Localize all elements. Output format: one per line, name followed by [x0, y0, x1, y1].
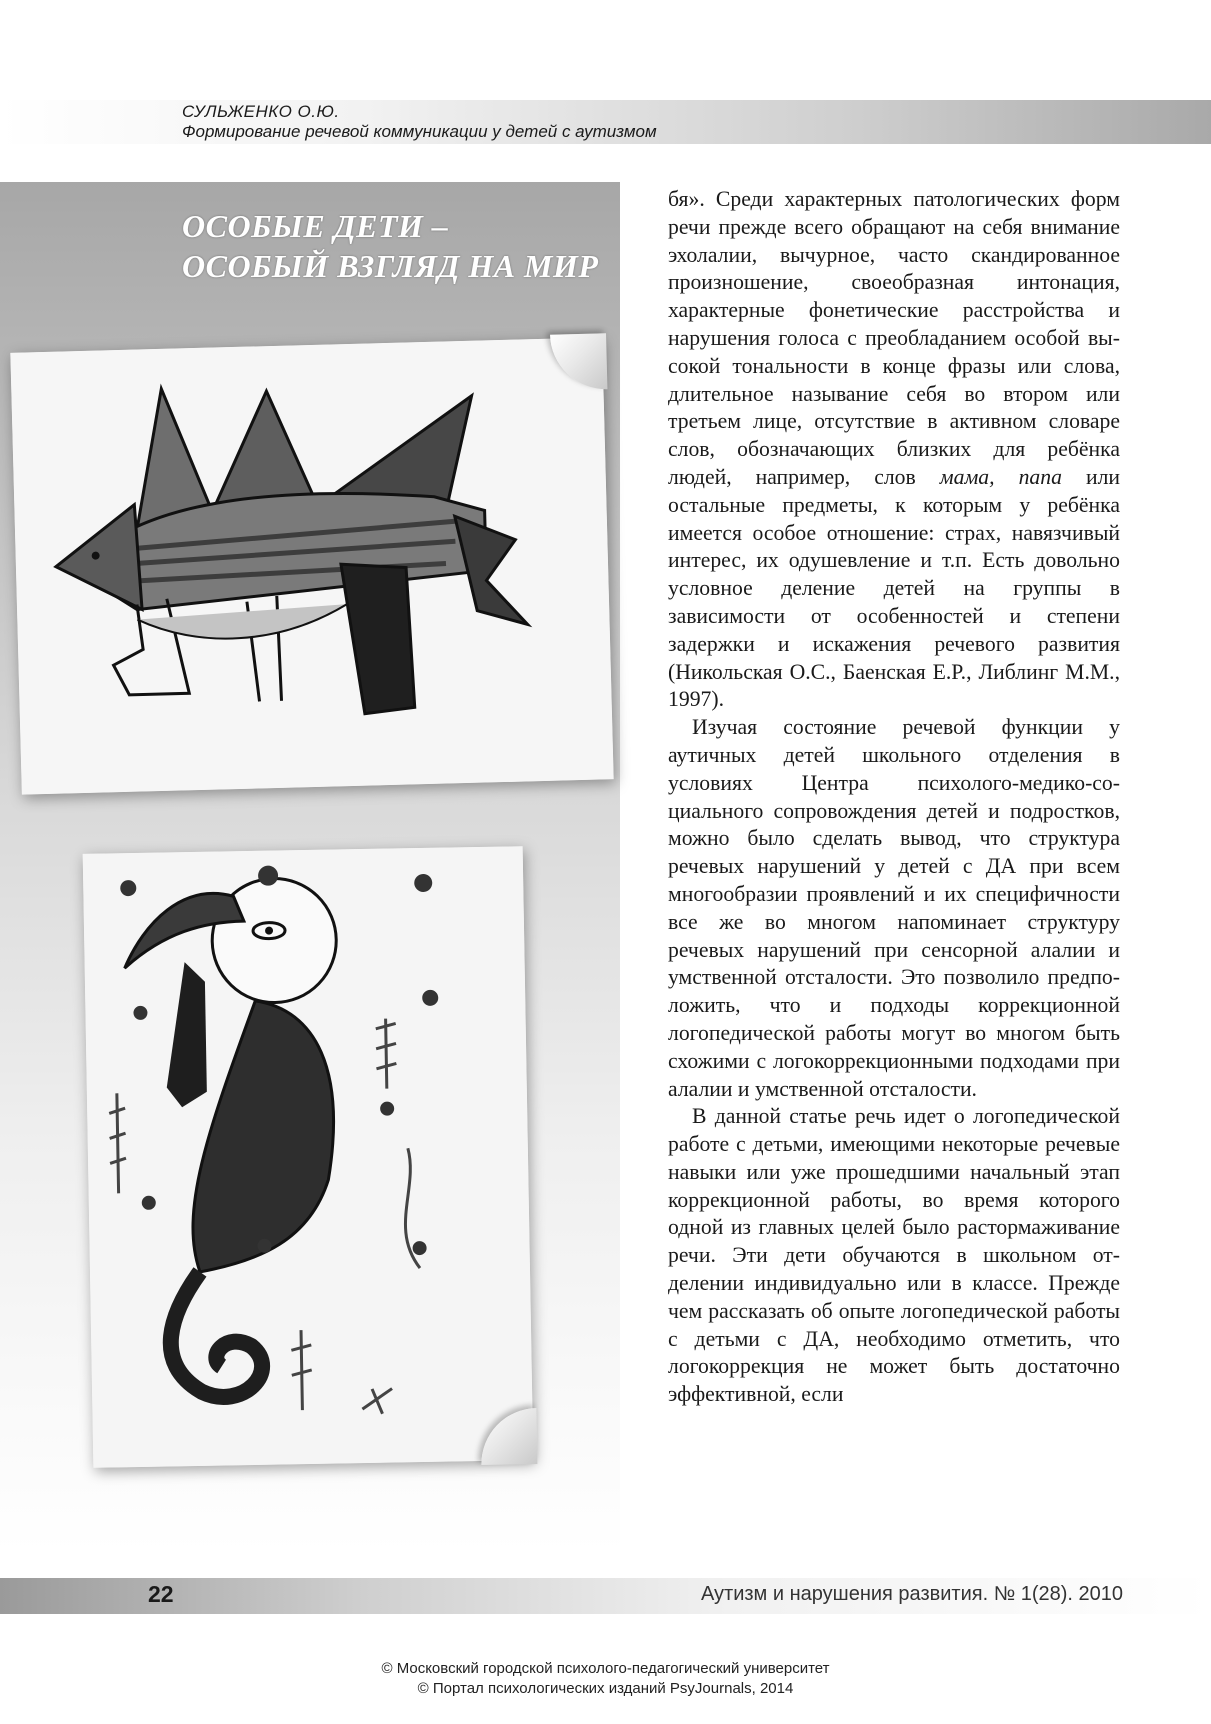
section-title-line-1: ОСОБЫЕ ДЕТИ – — [182, 208, 449, 244]
paragraph-1-part-2: или остальные предметы, к которым у ребёнка имеется особое отношение: страх, навязчивый интерес, их одушевление и т.п. Есть довольно условное деление детей на группы в зависимости от особенностей и степени задержки и искажения речевого развития (Никольская О.С., Баенская Е.Р., Либлинг М.М., 1997). — [668, 464, 1120, 712]
child-drawing-fish — [10, 337, 613, 794]
header-author: СУЛЬЖЕНКО О.Ю. — [182, 102, 340, 121]
paragraph-3: В данной статье речь идет о логопедической работе с детьми, имеющими некоторые речевые навыки или уже прошедшими начальный этап коррекционной работы, во время которого одной из главных целей было растормаживание речи. Эти дети обучаются в школьном отделении индивидуально или в классе. Прежде чем рассказать об опыте логопедической работы с детьми с ДА, необходимо отметить, что логокоррекция не может быть достаточно эффективной, если — [668, 1104, 1120, 1407]
paragraph-1 — [668, 186, 1120, 714]
fish-drawing-image — [10, 337, 613, 794]
copyright-line-1: © Московский городской психолого-педагогический университет — [381, 1660, 830, 1677]
journal-citation: Аутизм и нарушения развития. № 1(28). 2010 — [700, 1583, 1123, 1605]
paragraph-2: Изучая состояние речевой функции у аутичных детей школьного отделения в условиях Центра психолого-медико-социального сопровождения детей и подростков, можно было сделать вывод, что структура речевых нарушений у детей с ДА при всем многообразии проявлений и их специфичности все же во многом напоминает структуру речевых нарушений при сенсорной алалии и умственной отсталости. Это позволило предположить, что и подходы коррекционной логопедической работы могут во многом быть схожими с логокоррекционными подходами при алалии и умственной отсталости. — [668, 715, 1120, 1101]
paragraph-1-italic: мама, папа — [939, 464, 1062, 489]
child-drawing-seahorse — [83, 846, 534, 1468]
copyright-line-2: © Портал психологических изданий PsyJournals, 2014 — [417, 1680, 794, 1697]
article-text — [668, 186, 1120, 1409]
section-title — [182, 206, 612, 286]
section-title-line-2: ОСОБЫЙ ВЗГЛЯД НА МИР — [182, 248, 599, 284]
seahorse-drawing-image — [83, 846, 534, 1468]
header-subtitle: Формирование речевой коммуникации у детей с аутизмом — [182, 122, 657, 141]
page-number: 22 — [148, 1581, 174, 1607]
paragraph-1-part-1: бя». Среди характерных патологических форм речи прежде всего обращают на себя внимание эхолалии, вычурное, часто скандированное произношение, своеобразная интонация, характерные фонетические расстройства и нарушения голоса с преобладанием особой высокой тональности в конце фразы или слова, длительное называние себя во втором или третьем лице, отсутствие в активном словаре слов, обозначающих близких для ребёнка людей, например, слов — [668, 187, 1120, 489]
